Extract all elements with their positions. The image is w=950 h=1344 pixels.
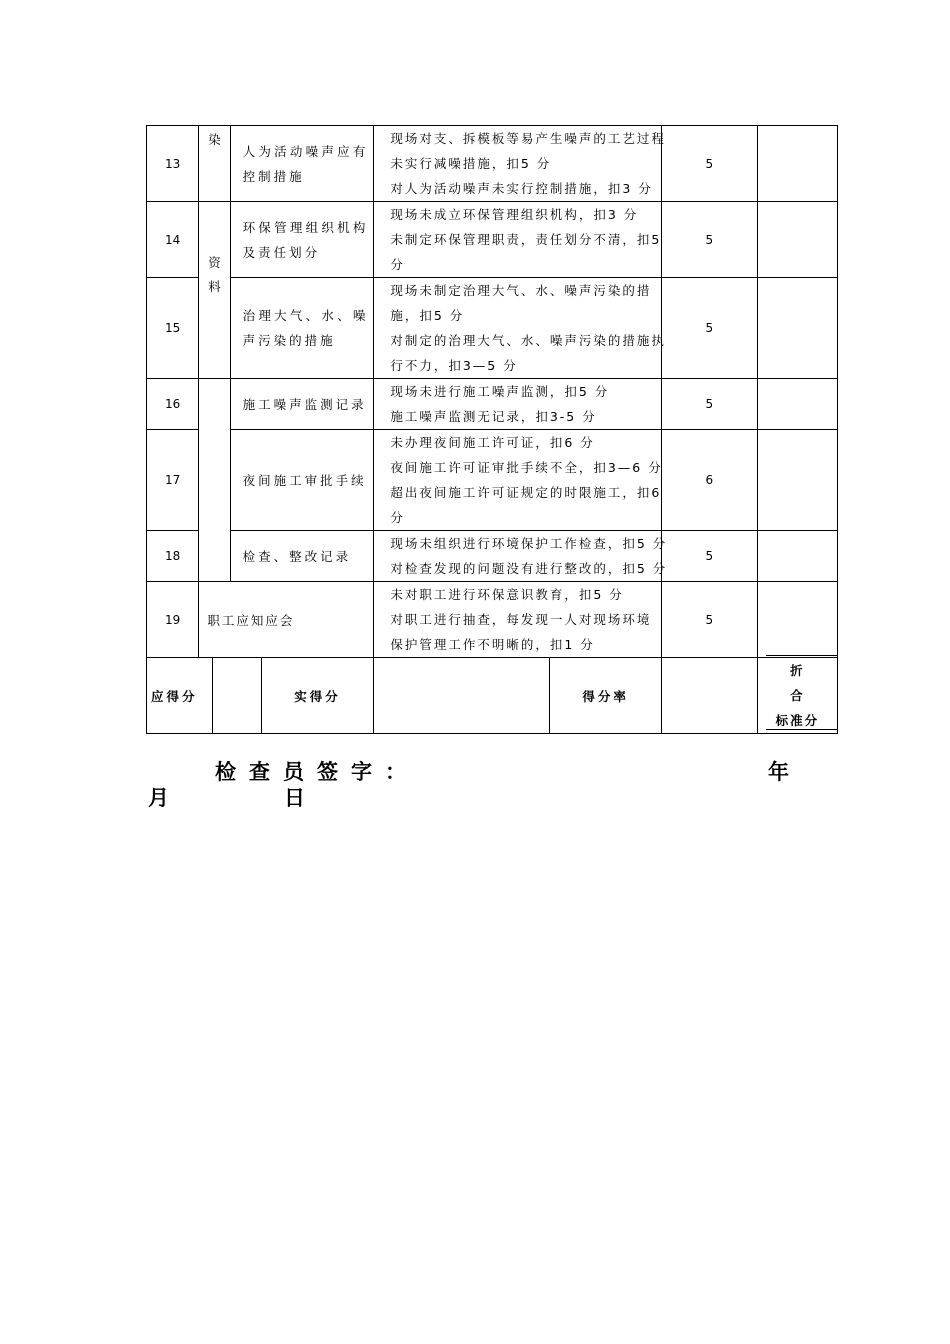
score-cell: 5 (661, 126, 757, 202)
table-row (147, 379, 838, 430)
requirement-cell: 现场未组织进行环境保护工作检查，扣5 分 对检查发现的问题没有进行整改的，扣5 分 (374, 531, 662, 582)
score-cell: 5 (661, 379, 757, 430)
actual-score-cell (757, 278, 837, 379)
actual-score-cell (757, 582, 837, 658)
item-cell: 环保管理组织机构及责任划分 (230, 202, 374, 278)
should-score-label: 应得分 (147, 658, 213, 734)
requirement-cell: 现场未进行施工噪声监测，扣5 分 施工噪声监测无记录，扣3-5 分 (374, 379, 662, 430)
converted-standard-label: 折 合 标准分 (757, 658, 837, 734)
score-cell: 5 (661, 278, 757, 379)
actual-score-value (374, 658, 550, 734)
should-score-value (212, 658, 261, 734)
score-cell: 6 (661, 430, 757, 531)
inspection-table (146, 125, 838, 734)
inspector-signature-label: 检查员签字： (215, 760, 419, 784)
category-cell: 染 (199, 126, 230, 202)
converted-standard-value (766, 655, 838, 730)
actual-score-cell (757, 379, 837, 430)
requirement-cell: 未对职工进行环保意识教育，扣5 分 对职工进行抽查，每发现一人对现场环境 保护管理工作不明晰的，扣1 分 (374, 582, 662, 658)
category-cell (199, 202, 230, 379)
category-cell (199, 379, 230, 582)
category-label: 资料 (208, 255, 221, 294)
item-cell: 治理大气、水、噪声污染的措施 (230, 278, 374, 379)
table-row (147, 278, 838, 379)
row-number: 19 (147, 582, 199, 658)
day-label: 日 (284, 786, 318, 810)
row-number: 17 (147, 430, 199, 531)
summary-row (147, 658, 838, 734)
table-row (147, 126, 838, 202)
requirement-cell: 现场对支、拆模板等易产生噪声的工艺过程 未实行减噪措施，扣5 分 对人为活动噪声未实行控制措施，扣3 分 (374, 126, 662, 202)
score-cell: 5 (661, 202, 757, 278)
item-cell: 职工应知应会 (199, 582, 374, 658)
item-cell: 人为活动噪声应有控制措施 (230, 126, 374, 202)
score-rate-value (661, 658, 757, 734)
requirement-cell: 现场未成立环保管理组织机构，扣3 分 未制定环保管理职责，责任划分不清，扣5 分 (374, 202, 662, 278)
item-cell: 夜间施工审批手续 (230, 430, 374, 531)
score-cell: 5 (661, 531, 757, 582)
row-number: 18 (147, 531, 199, 582)
row-number: 13 (147, 126, 199, 202)
actual-score-label: 实得分 (261, 658, 374, 734)
item-cell: 检查、整改记录 (230, 531, 374, 582)
requirement-cell: 未办理夜间施工许可证，扣6 分 夜间施工许可证审批手续不全，扣3—6 分 超出夜间施工许可证规定的时限施工，扣6 分 (374, 430, 662, 531)
actual-score-cell (757, 202, 837, 278)
actual-score-cell (757, 126, 837, 202)
table-row (147, 430, 838, 531)
actual-score-cell (757, 531, 837, 582)
item-cell: 施工噪声监测记录 (230, 379, 374, 430)
row-number: 14 (147, 202, 199, 278)
table-row (147, 531, 838, 582)
table-row (147, 582, 838, 658)
actual-score-cell (757, 430, 837, 531)
table-row (147, 202, 838, 278)
month-label: 月 (148, 786, 182, 810)
requirement-cell: 现场未制定治理大气、水、噪声污染的措 施，扣5 分 对制定的治理大气、水、噪声污染的措施执 行不力，扣3—5 分 (374, 278, 662, 379)
year-label: 年 (768, 760, 802, 784)
row-number: 16 (147, 379, 199, 430)
row-number: 15 (147, 278, 199, 379)
score-rate-label: 得分率 (550, 658, 661, 734)
score-cell: 5 (661, 582, 757, 658)
